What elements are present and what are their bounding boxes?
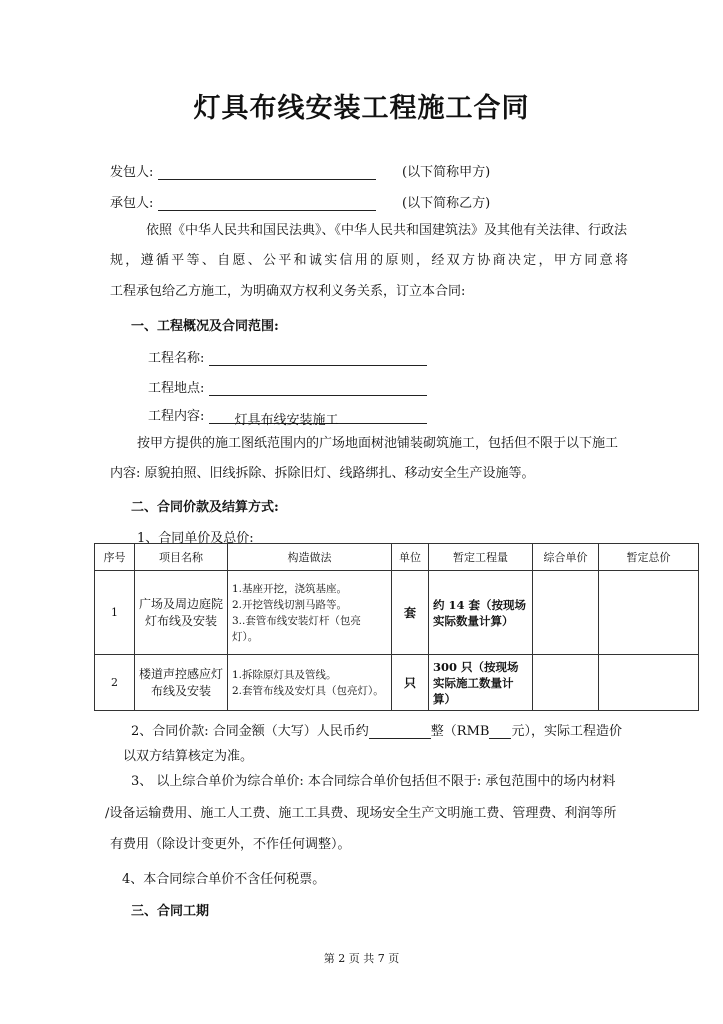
section2-sub1: 1、合同单价及总价: [137,531,254,546]
row-unit: 套 [392,571,429,655]
table-row [95,571,699,655]
row-name: 广场及周边庭院灯布线及安装 [135,571,228,655]
section1-heading: 一、工程概况及合同范围: [131,319,279,334]
unit-price-line-2: /设备运输费用、施工人工费、施工工具费、现场安全生产文明施工费、管理费、利润等所 [105,806,617,821]
row-total[interactable] [599,655,699,711]
contract-price-text-a: 2、合同价款: 合同金额（大写）人民币约 [131,724,369,739]
project-content-line [148,405,427,428]
project-location-line [148,377,427,396]
project-name-line [148,347,427,366]
project-name-blank[interactable] [209,350,427,366]
document-title: 灯具布线安装工程施工合同 [193,93,530,124]
section2-heading: 二、合同价款及结算方式: [131,500,279,515]
contract-price-text-b: 整（RMB [430,724,490,739]
price-table [94,543,699,711]
row-qty: 约 14 套（按现场实际数量计算） [429,571,533,655]
col-header-qty: 暂定工程量 [429,544,533,571]
unit-price-line-1: 3、 以上综合单价为综合单价: 本合同综合单价包括但不限于: 承包范围中的场内材料 [131,774,616,789]
contractor-blank[interactable] [158,195,376,211]
scope-line-2: 内容: 原貌拍照、旧线拆除、拆除旧灯、线路绑扎、移动安全生产设施等。 [110,466,535,481]
col-header-unit: 单位 [392,544,429,571]
amount-rmb-blank[interactable] [489,723,511,739]
table-row [95,655,699,711]
scope-line-1: 按甲方提供的施工图纸范围内的广场地面树池铺装砌筑施工，包括但不限于以下施工 [137,436,619,451]
method-step: 2.开挖管线切割马路等。 [232,598,348,611]
contractor-line [110,192,376,211]
col-header-total: 暂定总价 [599,544,699,571]
employer-note: (以下简称甲方) [402,165,491,180]
tax-line: 4、本合同综合单价不含任何税票。 [122,872,326,887]
section3-heading: 三、合同工期 [131,904,210,919]
row-method [228,571,392,655]
contractor-note: (以下简称乙方) [402,196,491,211]
row-price[interactable] [533,571,599,655]
preamble-line-3: 工程承包给乙方施工，为明确双方权利义务关系，订立本合同: [110,284,466,299]
employer-blank[interactable] [158,164,376,180]
employer-label: 发包人: [110,165,154,180]
project-content-label: 工程内容: [148,409,205,424]
unit-price-line-3: 有费用（除设计变更外，不作任何调整）。 [110,837,351,852]
page-number: 第 2 页 共 7 页 [323,952,400,965]
col-header-method: 构造做法 [228,544,392,571]
method-step: 1.拆除原灯具及管线。 [232,668,337,681]
method-step: 2.套管布线及安灯具（包亮灯）。 [232,684,384,697]
method-step: 3..套管布线安装灯杆（包亮灯）。 [232,614,361,643]
row-price[interactable] [533,655,599,711]
col-header-name: 项目名称 [135,544,228,571]
project-content-value: 灯具布线安装施工 [209,409,427,424]
contractor-label: 承包人: [110,196,154,211]
col-header-no: 序号 [95,544,135,571]
row-qty: 300 只（按现场实际施工数量计算） [429,655,533,711]
row-method [228,655,392,711]
preamble-line-1: 依照《中华人民共和国民法典》、《中华人民共和国建筑法》及其他有关法律、行政法 [146,223,628,238]
employer-line [110,161,376,180]
row-no: 1 [95,571,135,655]
contract-price-line-2: 以双方结算核定为准。 [123,749,254,764]
project-location-blank[interactable] [209,380,427,396]
amount-words-blank[interactable] [369,723,431,739]
col-header-price: 综合单价 [533,544,599,571]
row-no: 2 [95,655,135,711]
row-unit: 只 [392,655,429,711]
row-total[interactable] [599,571,699,655]
contract-price-line [131,720,622,739]
table-header-row [95,544,699,571]
contract-price-text-c: 元），实际工程造价 [511,724,622,739]
method-step: 1.基座开挖，浇筑基座。 [232,582,348,595]
project-location-label: 工程地点: [148,381,205,396]
preamble-line-2: 规，遵循平等、自愿、公平和诚实信用的原则，经双方协商决定，甲方同意将 [110,253,628,268]
row-name: 楼道声控感应灯布线及安装 [135,655,228,711]
project-name-label: 工程名称: [148,351,205,366]
